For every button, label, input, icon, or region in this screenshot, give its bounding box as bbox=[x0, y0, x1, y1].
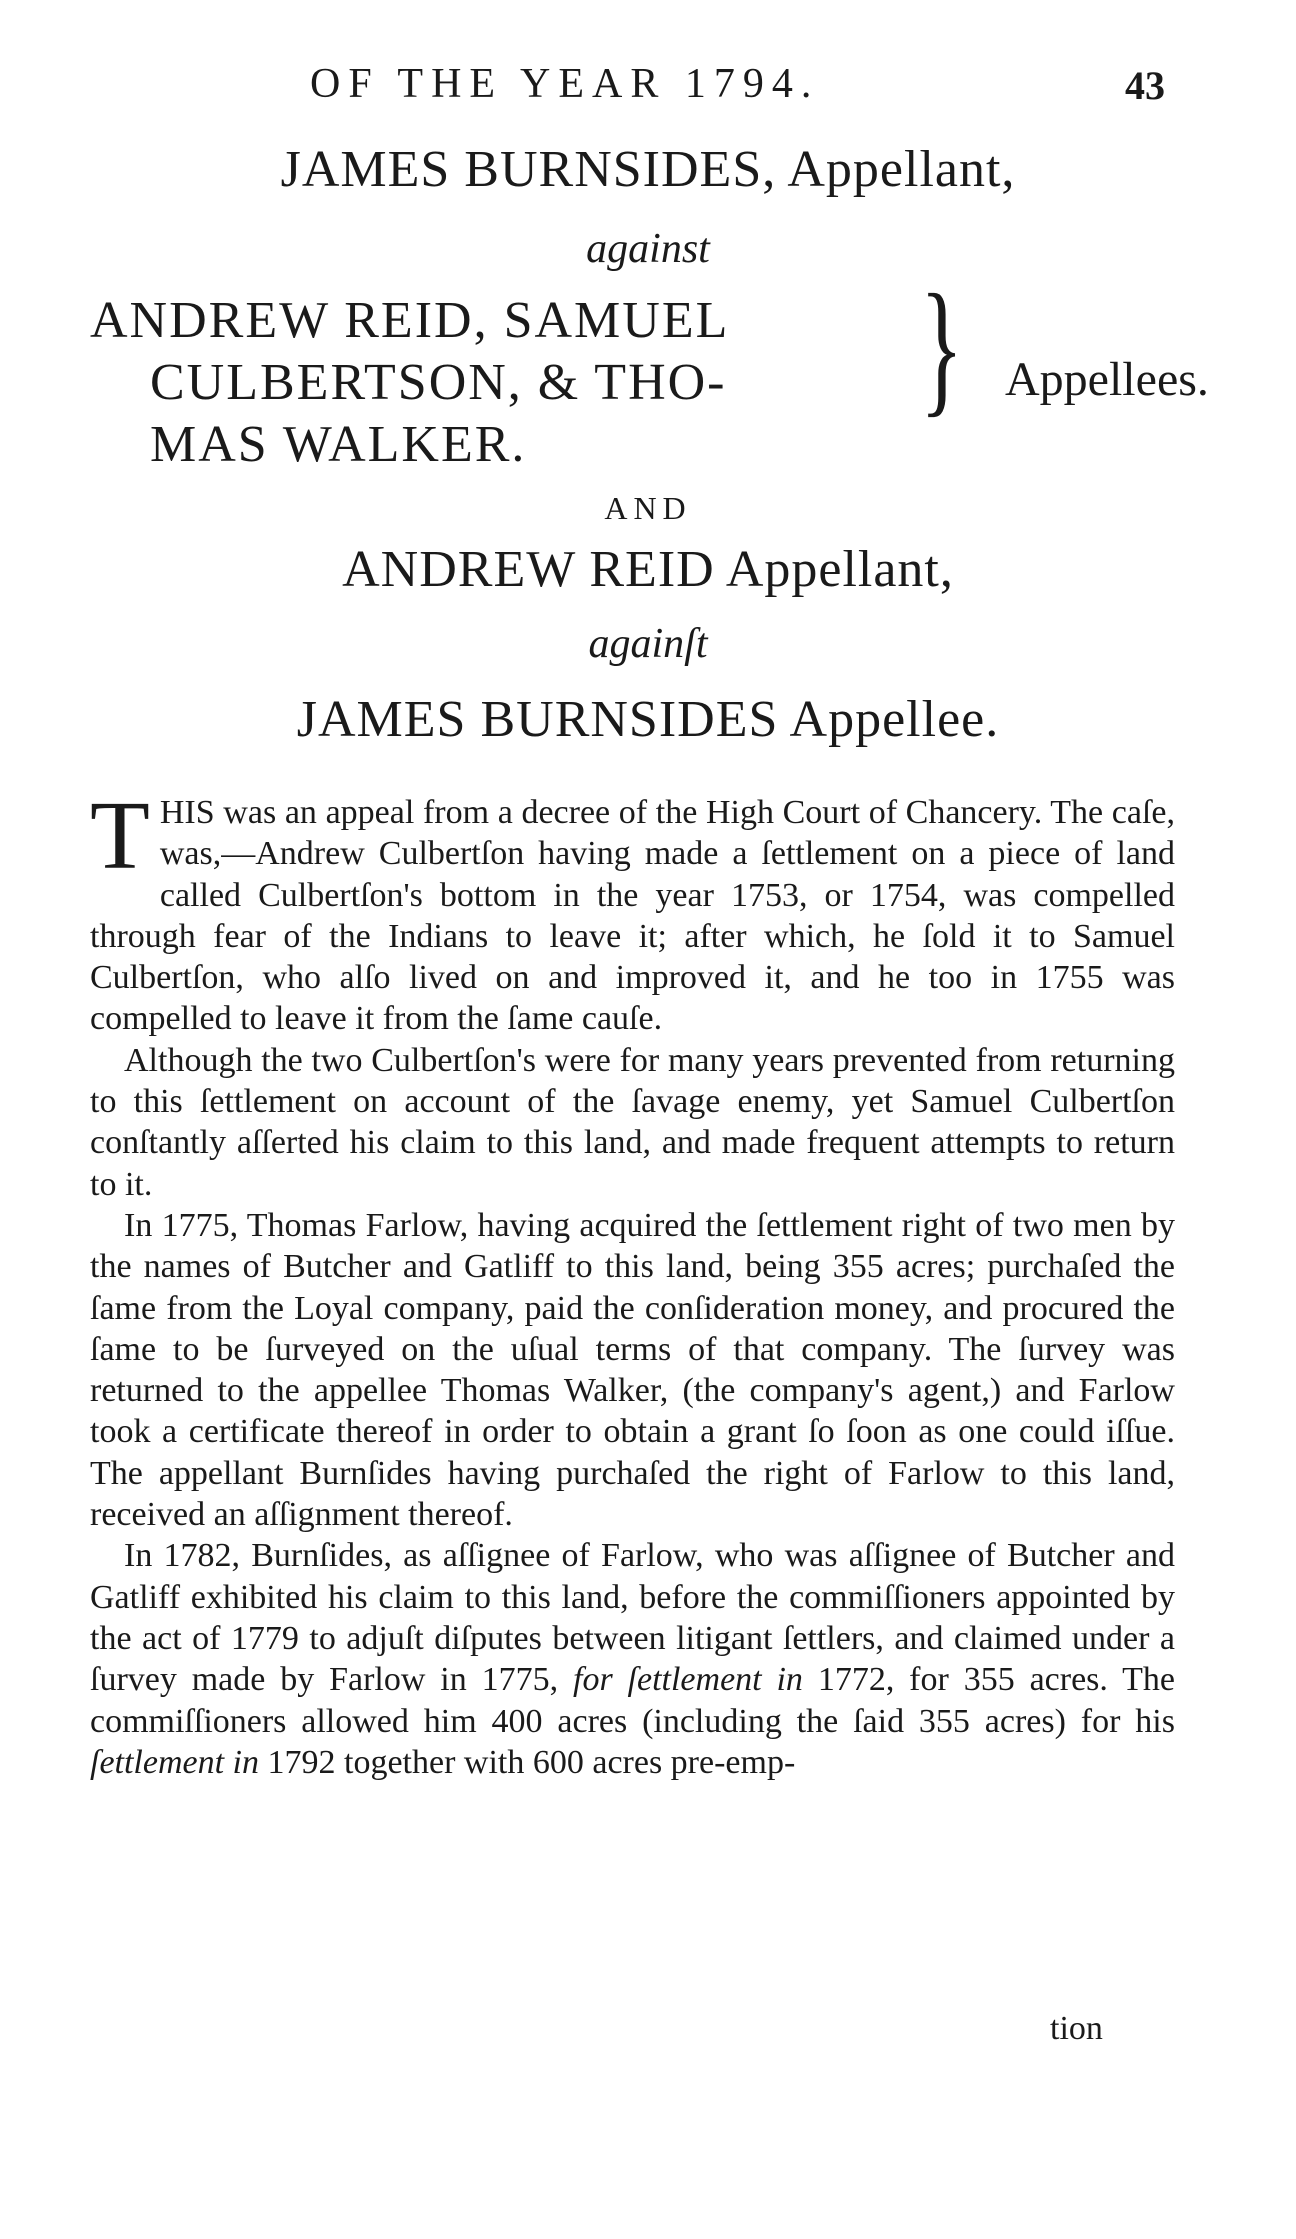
paragraph-4-part-c: 1792 together with 600 acres pre-emp- bbox=[267, 1743, 796, 1781]
paragraph-4-part-a: In 1782, Burnſides, as aſſignee of Farlow, who was aſſignee of Butcher and Gatliff exhibited his claim to this land, before the commiſſioners appointed by the act of 1779 to adjuſt diſputes between litigant ſettlers, and claimed under a ſurvey made by Farlow in 1775, bbox=[90, 1537, 1175, 1699]
appellees-line-2: CULBERTSON, & THO- bbox=[150, 354, 727, 411]
paragraph-4 bbox=[90, 1535, 1175, 1783]
caption-and: AND bbox=[604, 490, 692, 526]
drop-cap: T bbox=[90, 782, 150, 890]
appellees-line-3: MAS WALKER. bbox=[150, 416, 527, 473]
appellees-block bbox=[90, 264, 1230, 480]
catchword: tion bbox=[1050, 2010, 1103, 2047]
appellees-line-1: ANDREW REID, SAMUEL bbox=[90, 292, 730, 349]
paragraph-1-text: HIS was an appeal from a decree of the High Court of Chancery. The caſe, was,—Andrew Culbertſon having made a ſettlement on a piece of land called Culbertſon's bottom in the year 1753, or 1754, was compelled through fear of the Indians to leave it; after which, he ſold it to Samuel Culbertſon, who alſo lived on and improved it, and he too in 1755 was compelled to leave it from the ſame cauſe. bbox=[90, 794, 1175, 1038]
paragraph-1 bbox=[90, 782, 1175, 1040]
brace-icon: } bbox=[920, 264, 964, 430]
running-head: OF THE YEAR 1794. bbox=[310, 61, 820, 107]
paragraph-2: Although the two Culbertſon's were for many years prevented from returning to this ſettlement on account of the ſavage enemy, yet Samuel Culbertſon conſtantly aſſerted his claim to this land, and made frequent attempts to return to it. bbox=[90, 1041, 1175, 1203]
paragraph-3: In 1775, Thomas Farlow, having acquired the ſettlement right of two men by the names of Butcher and Gatliff to this land, being 355 acres; purchaſed the ſame from the Loyal company, paid the conſideration money, and procured the ſame to be ſurveyed on the uſual terms of that company. The ſurvey was returned to the appellee Thomas Walker, (the company's agent,) and Farlow took a certificate thereof in order to obtain a grant ſo ſoon as one could iſſue. The appellant Burnſides having purchaſed the right of Farlow to this land, received an aſſignment thereof. bbox=[90, 1206, 1175, 1534]
caption-against-1: against bbox=[586, 226, 710, 272]
caption-appellant: JAMES BURNSIDES, Appellant, bbox=[280, 141, 1016, 198]
appellees-names bbox=[90, 290, 729, 476]
caption-against-2: againſt bbox=[588, 621, 708, 667]
caption-appellee: JAMES BURNSIDES Appellee. bbox=[296, 691, 1000, 748]
appellees-role: Appellees. bbox=[1005, 353, 1209, 406]
paragraph-4-italic-1: for ſettlement in bbox=[573, 1661, 803, 1699]
caption-appellant-2: ANDREW REID Appellant, bbox=[342, 541, 954, 598]
page-number: 43 bbox=[1125, 63, 1165, 108]
paragraph-4-italic-2: ſettlement in bbox=[90, 1743, 260, 1781]
paragraph-4-part-b: 1772, for 355 acres. The commiſſioners allowed him 400 acres (including the ſaid 355 acres) for his bbox=[90, 1661, 1176, 1740]
body-text bbox=[90, 782, 1176, 1783]
